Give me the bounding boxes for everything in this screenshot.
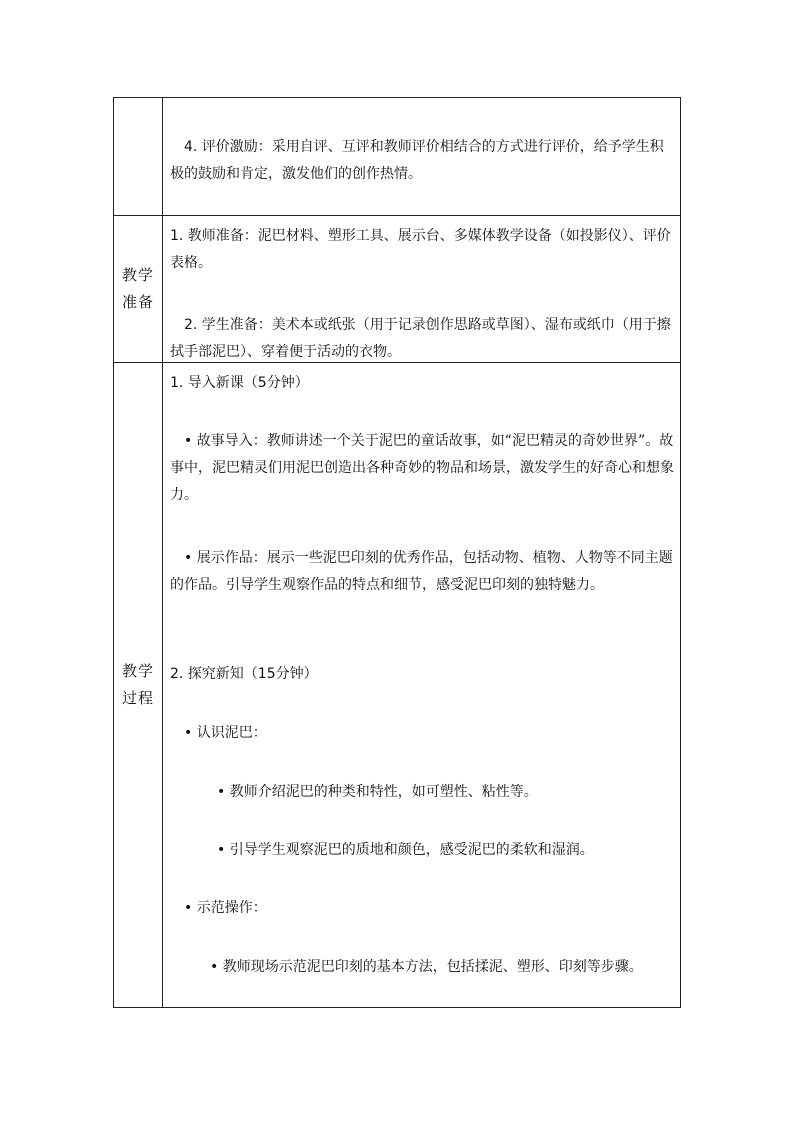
paragraph: 1. 教师准备：泥巴材料、塑形工具、展示台、多媒体教学设备（如投影仪）、评价表格。 [170, 228, 671, 271]
paragraph: 1. 导入新课（5分钟） [170, 375, 309, 391]
paragraph: 2. 学生准备：美术本或纸张（用于记录创作思路或草图）、湿布或纸巾（用于擦拭手部泥巴）、穿着便于活动的衣物。 [170, 317, 671, 360]
row-content [163, 216, 680, 362]
paragraph: • 引导学生观察泥巴的质地和颜色，感受泥巴的柔软和湿润。 [217, 842, 594, 858]
row-label-preparation [114, 216, 163, 362]
row-content [163, 98, 680, 215]
paragraph: • 教师现场示范泥巴印刻的基本方法，包括揉泥、塑形、印刻等步骤。 [210, 959, 643, 975]
paragraph: • 展示作品：展示一些泥巴印刻的优秀作品，包括动物、植物、人物等不同主题的作品。引导学生观察作品的特点和细节，感受泥巴印刻的独特魅力。 [170, 550, 673, 593]
row-label-empty [114, 98, 163, 215]
paragraph: 2. 探究新知（15分钟） [170, 666, 318, 682]
row-label-text: 教学准备 [122, 266, 155, 311]
row-teaching-process [114, 362, 680, 1007]
paragraph: • 教师介绍泥巴的种类和特性，如可塑性、粘性等。 [217, 784, 538, 800]
row-evaluation [114, 98, 680, 215]
paragraph: 4. 评价激励：采用自评、互评和教师评价相结合的方式进行评价，给予学生积极的鼓励和肯定，激发他们的创作热情。 [170, 139, 664, 182]
paragraph: • 故事导入：教师讲述一个关于泥巴的童话故事，如“泥巴精灵的奇妙世界”。故事中，泥巴精灵们用泥巴创造出各种奇妙的物品和场景，激发学生的好奇心和想象力。 [170, 433, 674, 503]
row-teaching-preparation [114, 215, 680, 362]
row-label-process [114, 363, 163, 1007]
lesson-plan-table [113, 97, 681, 1008]
row-content [163, 363, 680, 1007]
row-label-text: 教学过程 [122, 662, 155, 707]
paragraph: • 认识泥巴： [184, 725, 267, 741]
paragraph: • 示范操作： [184, 900, 267, 916]
